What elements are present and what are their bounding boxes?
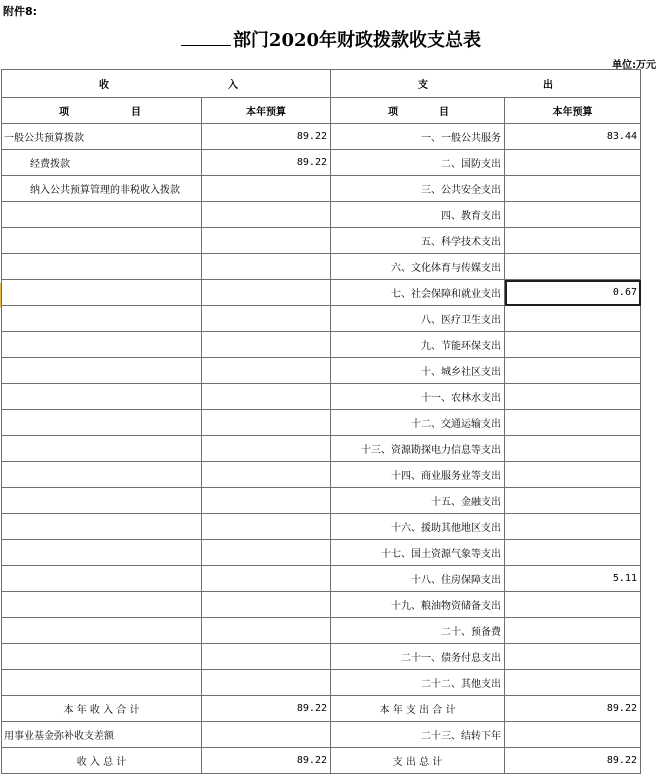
income-item-cell[interactable] [2,644,202,670]
income-item-cell[interactable] [2,592,202,618]
expense-header-cell [331,70,641,98]
expense-amount-cell[interactable] [505,176,641,202]
income-amount-cell[interactable] [202,488,331,514]
expense-item-cell[interactable]: 十五、金融支出 [331,488,505,514]
table-row [2,150,641,176]
header-row-columns [2,98,641,124]
income-budget-header: 本年预算 [202,98,331,124]
expense-item-cell[interactable]: 一、一般公共服务 [331,124,505,150]
grand-total-row [2,748,641,774]
expense-grand-total-value[interactable]: 89.22 [505,748,641,774]
expense-item-cell[interactable]: 二、国防支出 [331,150,505,176]
income-grand-total-label[interactable]: 收 入 总 计 [2,748,202,774]
table-row [2,202,641,228]
expense-amount-cell[interactable] [505,488,641,514]
income-item-header-right: 目 [131,107,141,118]
expense-item-header [331,98,505,124]
title-blank-underline [181,31,231,46]
expense-amount-cell[interactable] [505,254,641,280]
income-item-cell[interactable] [2,228,202,254]
expense-amount-cell[interactable] [505,540,641,566]
income-amount-cell[interactable] [202,384,331,410]
income-item-cell[interactable] [2,410,202,436]
income-amount-cell[interactable] [202,176,331,202]
year-expense-total-value[interactable]: 89.22 [505,696,641,722]
income-amount-cell[interactable] [202,280,331,306]
unit-label: 单位:万元 [612,60,656,71]
expense-item-cell[interactable]: 九、节能环保支出 [331,332,505,358]
income-item-cell[interactable] [2,358,202,384]
income-item-cell[interactable] [2,514,202,540]
expense-amount-cell[interactable] [505,384,641,410]
expense-amount-cell[interactable] [505,514,641,540]
fund-balance-value[interactable] [202,722,331,748]
income-amount-cell[interactable] [202,618,331,644]
expense-amount-cell[interactable]: 5.11 [505,566,641,592]
expense-amount-cell[interactable] [505,202,641,228]
expense-item-cell[interactable]: 二十、预备费 [331,618,505,644]
expense-item-cell[interactable]: 十、城乡社区支出 [331,358,505,384]
header-row-category [2,70,641,98]
income-item-cell[interactable] [2,254,202,280]
expense-amount-cell[interactable] [505,332,641,358]
expense-item-header-left: 项 [388,107,398,118]
income-item-header-left: 项 [59,107,69,118]
income-amount-cell[interactable] [202,566,331,592]
income-amount-cell[interactable] [202,228,331,254]
table-row [2,592,641,618]
income-grand-total-value[interactable]: 89.22 [202,748,331,774]
table-row [2,566,641,592]
expense-item-cell[interactable]: 五、科学技术支出 [331,228,505,254]
expense-amount-cell[interactable] [505,228,641,254]
income-item-cell[interactable] [2,670,202,696]
expense-item-cell[interactable]: 三、公共安全支出 [331,176,505,202]
income-amount-cell[interactable] [202,332,331,358]
income-amount-cell[interactable] [202,644,331,670]
year-income-total-label[interactable]: 本 年 收 入 合 计 [2,696,202,722]
expense-amount-cell[interactable] [505,644,641,670]
table-row [2,306,641,332]
income-item-cell[interactable] [2,332,202,358]
income-amount-cell[interactable]: 89.22 [202,150,331,176]
expense-item-cell[interactable]: 十八、住房保障支出 [331,566,505,592]
expense-item-cell[interactable]: 十四、商业服务业等支出 [331,462,505,488]
income-amount-cell[interactable] [202,202,331,228]
expense-item-header-right: 目 [439,107,449,118]
income-item-cell[interactable] [2,202,202,228]
income-item-cell[interactable] [2,436,202,462]
income-amount-cell[interactable] [202,540,331,566]
expense-item-cell[interactable]: 十一、农林水支出 [331,384,505,410]
income-item-cell[interactable]: 一般公共预算拨款 [2,124,202,150]
expense-amount-cell[interactable] [505,670,641,696]
table-row [2,488,641,514]
expense-amount-cell[interactable] [505,410,641,436]
expense-item-cell[interactable]: 六、文化体育与传媒支出 [331,254,505,280]
fund-balance-label[interactable]: 用事业基金弥补收支差额 [2,722,202,748]
income-amount-cell[interactable] [202,410,331,436]
income-amount-cell[interactable] [202,592,331,618]
income-item-cell[interactable] [2,566,202,592]
expense-amount-cell[interactable] [505,150,641,176]
income-amount-cell[interactable]: 89.22 [202,124,331,150]
table-row [2,358,641,384]
fund-carry-row [2,722,641,748]
year-expense-total-label[interactable]: 本 年 支 出 合 计 [331,696,505,722]
expense-item-cell[interactable]: 八、医疗卫生支出 [331,306,505,332]
table-row [2,410,641,436]
table-row [2,332,641,358]
income-amount-cell[interactable] [202,254,331,280]
table-row [2,228,641,254]
expense-amount-cell[interactable] [505,618,641,644]
expense-grand-total-label[interactable]: 支 出 总 计 [331,748,505,774]
year-total-row [2,696,641,722]
income-amount-cell[interactable] [202,306,331,332]
income-amount-cell[interactable] [202,358,331,384]
expense-item-cell[interactable]: 十二、交通运输支出 [331,410,505,436]
income-header-left: 收 [99,80,109,91]
carry-forward-value[interactable] [505,722,641,748]
income-amount-cell[interactable] [202,514,331,540]
title-text: 部门2020年财政拨款收支总表 [232,30,482,51]
income-item-cell[interactable] [2,280,202,306]
income-header-cell [2,70,331,98]
finance-summary-table [1,69,641,774]
table-row [2,254,641,280]
expense-amount-cell[interactable] [505,306,641,332]
income-item-header [2,98,202,124]
income-header-right: 入 [228,80,238,91]
expense-amount-cell[interactable] [505,462,641,488]
table-row [2,670,641,696]
table-row [2,644,641,670]
table-row [2,176,641,202]
expense-amount-cell[interactable]: 0.67 [505,280,641,306]
income-item-cell[interactable] [2,618,202,644]
income-item-cell[interactable] [2,488,202,514]
income-item-cell[interactable] [2,462,202,488]
table-row [2,462,641,488]
expense-budget-header: 本年预算 [505,98,641,124]
page-title [0,26,662,52]
table-row [2,618,641,644]
income-item-cell[interactable]: 纳入公共预算管理的非税收入拨款 [2,176,202,202]
income-amount-cell[interactable] [202,462,331,488]
expense-amount-cell[interactable]: 83.44 [505,124,641,150]
income-item-cell[interactable]: 经费拨款 [2,150,202,176]
income-amount-cell[interactable] [202,670,331,696]
expense-amount-cell[interactable] [505,436,641,462]
year-income-total-value[interactable]: 89.22 [202,696,331,722]
expense-amount-cell[interactable] [505,592,641,618]
expense-item-cell[interactable]: 十三、资源勘探电力信息等支出 [331,436,505,462]
table-row [2,280,641,306]
expense-item-cell[interactable]: 十六、援助其他地区支出 [331,514,505,540]
expense-amount-cell[interactable] [505,358,641,384]
income-item-cell[interactable] [2,306,202,332]
expense-header-right: 出 [543,80,553,91]
table-row [2,436,641,462]
income-amount-cell[interactable] [202,436,331,462]
income-item-cell[interactable] [2,540,202,566]
expense-item-cell[interactable]: 七、社会保障和就业支出 [331,280,505,306]
expense-item-cell[interactable]: 二十一、债务付息支出 [331,644,505,670]
carry-forward-label[interactable]: 二十三、结转下年 [331,722,505,748]
expense-item-cell[interactable]: 四、教育支出 [331,202,505,228]
table-row [2,124,641,150]
income-item-cell[interactable] [2,384,202,410]
table-row [2,540,641,566]
table-row [2,514,641,540]
expense-header-left: 支 [418,80,428,91]
table-row [2,384,641,410]
expense-item-cell[interactable]: 十九、粮油物资储备支出 [331,592,505,618]
expense-item-cell[interactable]: 二十二、其他支出 [331,670,505,696]
attachment-label: 附件8: [3,5,38,18]
expense-item-cell[interactable]: 十七、国土资源气象等支出 [331,540,505,566]
